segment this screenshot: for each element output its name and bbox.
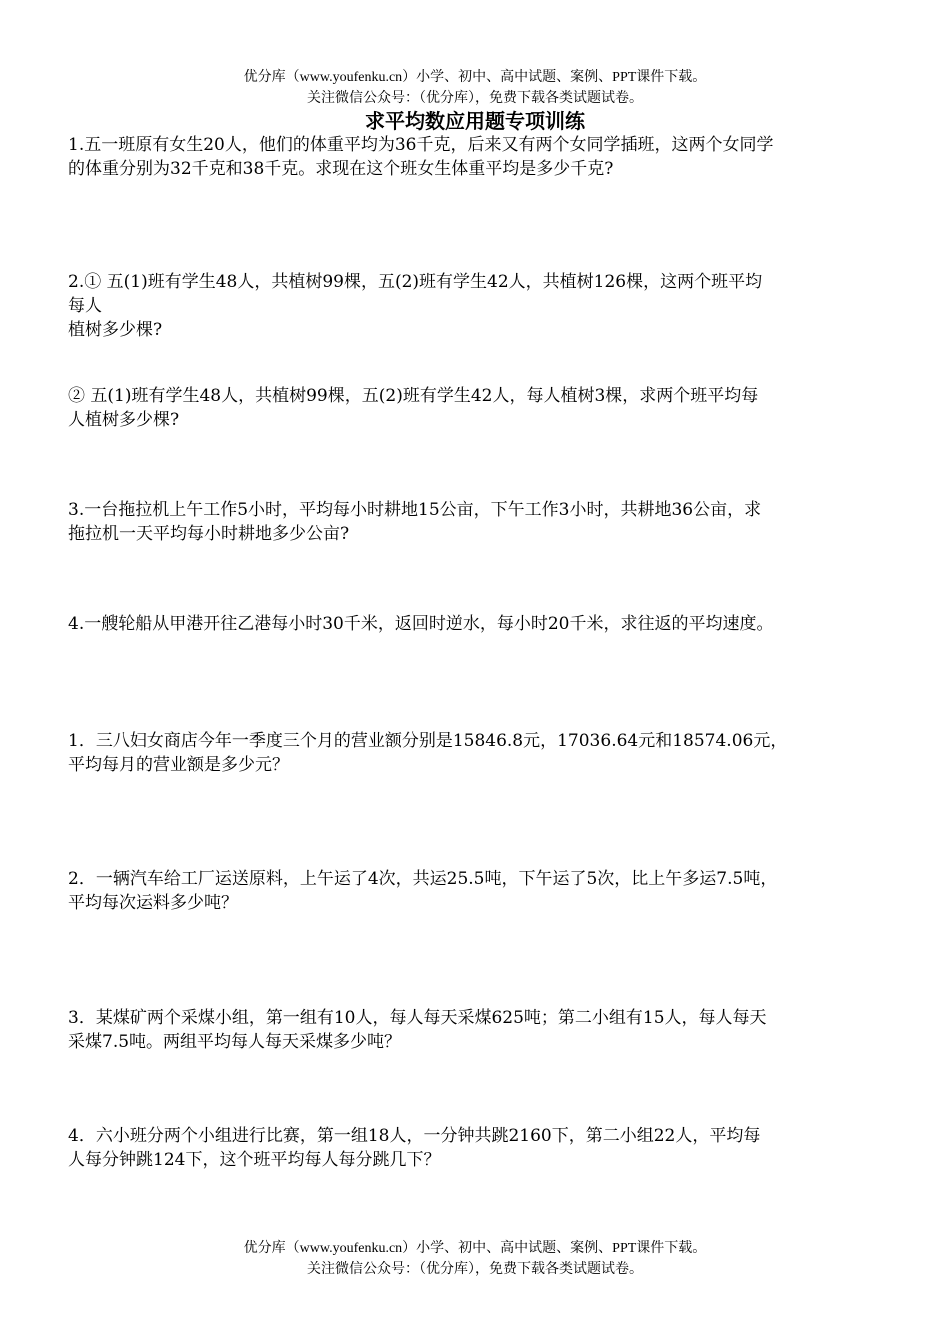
question-line: 2.① 五(1)班有学生48人，共植树99棵，五(2)班有学生42人，共植树126棵，这两个班平均 (68, 272, 763, 292)
header-line-1: 优分库（www.youfenku.cn）小学、初中、高中试题、案例、PPT课件下载。 (243, 70, 707, 85)
question-line: 3.一台拖拉机上午工作5小时，平均每小时耕地15公亩，下午工作3小时，共耕地36公亩，求 (68, 500, 762, 520)
question-line: ② 五(1)班有学生48人，共植树99棵，五(2)班有学生42人，每人植树3棵，求两个班平均每 (68, 386, 759, 406)
page-footer (0, 1238, 950, 1280)
question-2-1 (68, 729, 888, 777)
question-line: 采煤7.5吨。两组平均每人每天采煤多少吨？ (68, 1032, 402, 1052)
question-2-4 (68, 1124, 888, 1172)
footer-line-2: 关注微信公众号：（优分库），免费下载各类试题试卷。 (307, 1262, 643, 1277)
question-line: 拖拉机一天平均每小时耕地多少公亩? (68, 524, 350, 544)
page-header (0, 67, 950, 109)
question-line: 平均每月的营业额是多少元？ (68, 755, 289, 775)
question-line: 每人 (68, 296, 102, 316)
question-1-3 (68, 498, 888, 546)
question-2-3 (68, 1006, 888, 1054)
question-line: 4．六小班分两个小组进行比赛，第一组18人，一分钟共跳2160下，第二小组22人，平均每 (68, 1126, 761, 1146)
question-line: 3．某煤矿两个采煤小组，第一组有10人，每人每天采煤625吨；第二小组有15人，每人每天 (68, 1008, 767, 1028)
question-1-2b (68, 384, 888, 432)
question-line: 平均每次运料多少吨？ (68, 893, 238, 913)
question-line: 2．一辆汽车给工厂运送原料，上午运了4次，共运25.5吨，下午运了5次，比上午多运7.5吨， (68, 869, 778, 889)
question-line: 人植树多少棵? (68, 410, 180, 430)
question-line: 1．三八妇女商店今年一季度三个月的营业额分别是15846.8元，17036.64元和18574.06元， (68, 731, 788, 751)
question-2-2 (68, 867, 888, 915)
footer-line-1: 优分库（www.youfenku.cn）小学、初中、高中试题、案例、PPT课件下载。 (243, 1241, 707, 1256)
header-line-2: 关注微信公众号：（优分库），免费下载各类试题试卷。 (307, 91, 643, 106)
question-line: 1.五一班原有女生20人，他们的体重平均为36千克，后来又有两个女同学插班，这两个女同学 (68, 135, 774, 155)
page-title: 求平均数应用题专项训练 (365, 109, 585, 133)
question-1-1 (68, 133, 888, 181)
question-1-4 (68, 612, 888, 636)
question-line: 的体重分别为32千克和38千克。求现在这个班女生体重平均是多少千克? (68, 159, 614, 179)
question-line: 植树多少棵? (68, 320, 163, 340)
question-line: 4.一艘轮船从甲港开往乙港每小时30千米，返回时逆水，每小时20千米，求往返的平均速度。 (68, 614, 774, 634)
question-1-2a (68, 270, 888, 342)
question-line: 人每分钟跳124下，这个班平均每人每分跳几下？ (68, 1150, 441, 1170)
